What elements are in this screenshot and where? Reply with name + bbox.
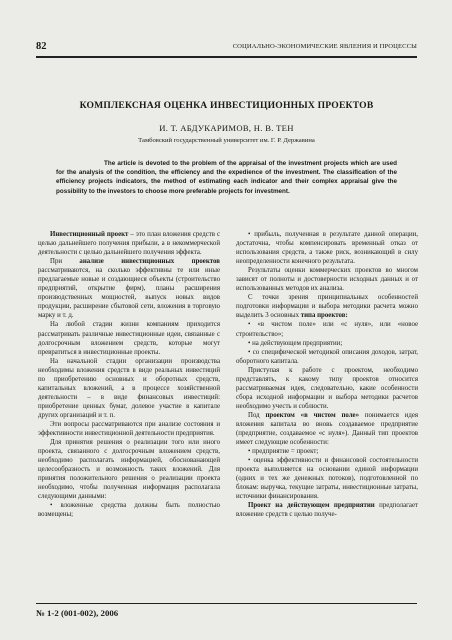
paragraph: Для принятия решения о реализации того или иного проекта, связанного с долгосрочным вложением средств, необходимо располагать информацией, обоснованающей целесообразность и возможность таких вложений. Для принятия положительного решения о реализации проекта необходимо, чтобы полученная информация располагала следующими данными: [38,439,220,501]
bullet-item: • оценка эффективности и финансовой состоятельности проекта выполняется на основании единой информации (одних и тех же денежных потоков), подготовленной по блокам: выручка, текущие затраты, инвестиционные затраты, источники финансирования. [236,457,418,501]
paragraph: Приступая к работе с проектом, необходимо представлять, к какому типу проектов относится рассматриваемая идея, следовательно, какие особенности сбора исходной информации и выбора методики расчетов необходимо учесть и соблюсти. [236,366,418,410]
bullet-item: • вложенные средства должны быть полностью возмещены; [38,502,220,519]
abstract [56,159,397,196]
bullet-item: • прибыль, полученная в результате данной операции, достаточна, чтобы компенсировать временный отказ от использования средств, а также риск, возникающий в силу неопределенности конечного результата. [236,231,418,266]
bullet-item: • на действующем предприятии; [248,339,343,347]
term: Проект на действующем предприятии [248,502,375,510]
paragraph: Эти вопросы рассматриваются при анализе состояния и эффективности инвестиционной деятельности предприятия. [38,420,220,438]
bullet-item: • предприятие = проект; [248,448,319,456]
bullet-item: • со специфической методикой описания доходов, затрат, оборотного капитала. [236,348,418,365]
paragraph: Инвестиционный проект – это план вложения средств с целью дальнейшего получения прибыли, а в некоммерческой деятельности с целью дальнейшего получения эффекта. [38,231,220,257]
paragraph: На любой стадии жизни компаниям приходится рассматривать различные инвестиционные идеи, связанные с долгосрочным вложением средств, которые могут превратиться в инвестиционные проекты. [38,321,220,356]
paragraph: Под проектом «в чистом поле» понимается идея вложения капитала во вновь создаваемое предприятие (предприятие, создаваемое «с нуля»). Данный тип проектов имеет следующие особенности: [236,411,418,447]
paragraph: Результаты оценки коммерческих проектов во многом зависят от полноты и достоверности исходных данных и от использованных методов их анализа. [236,267,418,293]
article-affiliation: Тамбовский государственный университет им. Г. Р. Державина [138,137,315,144]
running-title: СОЦИАЛЬНО-ЭКОНОМИЧЕСКИЕ ЯВЛЕНИЯ И ПРОЦЕССЫ [232,43,417,50]
term: типа проектов: [300,312,348,320]
issue-number: № 1-2 (001-002), 2006 [36,608,119,618]
paragraph: С точки зрения принципиальных особенностей подготовки информации и выбора методики расчета можно выделить 3 основных типа проектов: [236,294,418,320]
paragraph: При анализе инвестиционных проектов рассматриваются, на сколько эффективны те или иные предлагаемые новые и создающиеся объекты (строительство предприятий, открытие фирм), планы расширения производственных мощностей, выпуск новых видов продукции, расширение сбытовой сети, вложения в торговую марку и т. д. [38,258,220,320]
header-rule [36,56,417,58]
page-header [36,40,417,54]
right-column [236,230,418,520]
term: Инвестиционный проект [50,231,129,238]
article-authors: И. Т. АБДУКАРИМОВ, Н. В. ТЕН [159,123,294,133]
page-number: 82 [36,41,47,52]
paragraph: На начальной стадии организации производства необходимы вложения средств в виде реальных инвестиций по приобретению основных и оборотных средств, капитальных вложений, а в процессе хозяйственной деятельности – в виде финансовых инвестиций: приобретение ценных бумаг, долевое участие в капитале других организаций и т. п. [38,357,220,419]
bullet-item: • «в чистом поле» или «с нуля», или «новое строительство»; [236,321,418,338]
term: анализе инвестиционных проектов [79,258,220,266]
term: проектом «в чистом поле» [265,411,360,419]
abstract-text: The article is devoted to the problem of the appraisal of the investment projects which are used for the analysis of the condition, the efficiency and the expedience of the investment. The classification of the efficiency projects indicators, the method of estimating each indicator and their complex appraisal give the possibility to the investors to choose more preferable projects for investment. [56,160,397,195]
paragraph: Проект на действующем предприятии предполагает вложение средств с целью получе- [236,502,418,519]
left-column [38,230,220,520]
article-title: КОМПЛЕКСНАЯ ОЦЕНКА ИНВЕСТИЦИОННЫХ ПРОЕКТОВ [79,100,374,111]
footer-rule [36,603,417,604]
